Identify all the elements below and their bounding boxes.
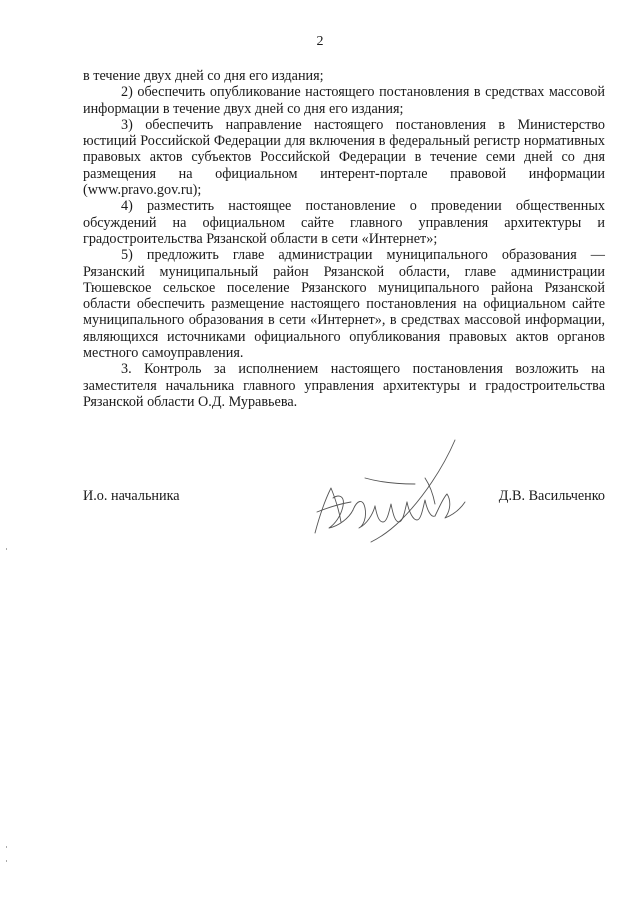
page-number: 2 bbox=[316, 34, 324, 49]
paragraph-item-3: 3) обеспечить направление настоящего постановления в Министерство юстиций Российской Федерации для включения в федеральный регистр нормативных правовых актов субъектов Российской Федерации в течение семи дней со дня размещения на официальном интерент-портале правовой информации (www.pravo.gov.ru); bbox=[83, 116, 605, 199]
scan-artifact bbox=[6, 846, 7, 848]
paragraph-item-2: 2) обеспечить опубликование настоящего постановления в средствах массовой информации в течение двух дней со дня его издания; bbox=[83, 84, 605, 117]
scan-artifact bbox=[6, 860, 7, 862]
signer-title: И.о. начальника bbox=[83, 488, 180, 504]
signer-name: Д.В. Васильченко bbox=[498, 488, 605, 504]
paragraph-item-5: 5) предложить главе администрации муниципального образования — Рязанский муниципальный район Рязанской области, главе администрации Тюшевское сельское поселение Рязанского муниципального района Рязанской области обеспечить размещение настоящего постановления на официальном сайте муниципального образования в сети «Интернет», в средствах массовой информации, являющихся источниками официального опубликования правовых актов органов местного самоуправления. bbox=[83, 247, 605, 362]
handwritten-signature-icon bbox=[305, 438, 475, 546]
paragraph-continuation: в течение двух дней со дня его издания; bbox=[83, 68, 324, 84]
scan-artifact bbox=[6, 548, 7, 550]
paragraph-control: 3. Контроль за исполнением настоящего постановления возложить на заместителя начальника главного управления архитектуры и градостроительства Рязанской области О.Д. Муравьева. bbox=[83, 361, 605, 410]
document-body bbox=[83, 68, 605, 410]
paragraph-item-4: 4) разместить настоящее постановление о проведении общественных обсуждений на официальном сайте главного управления архитектуры и градостроительства Рязанской области в сети «Интернет»; bbox=[83, 198, 605, 247]
